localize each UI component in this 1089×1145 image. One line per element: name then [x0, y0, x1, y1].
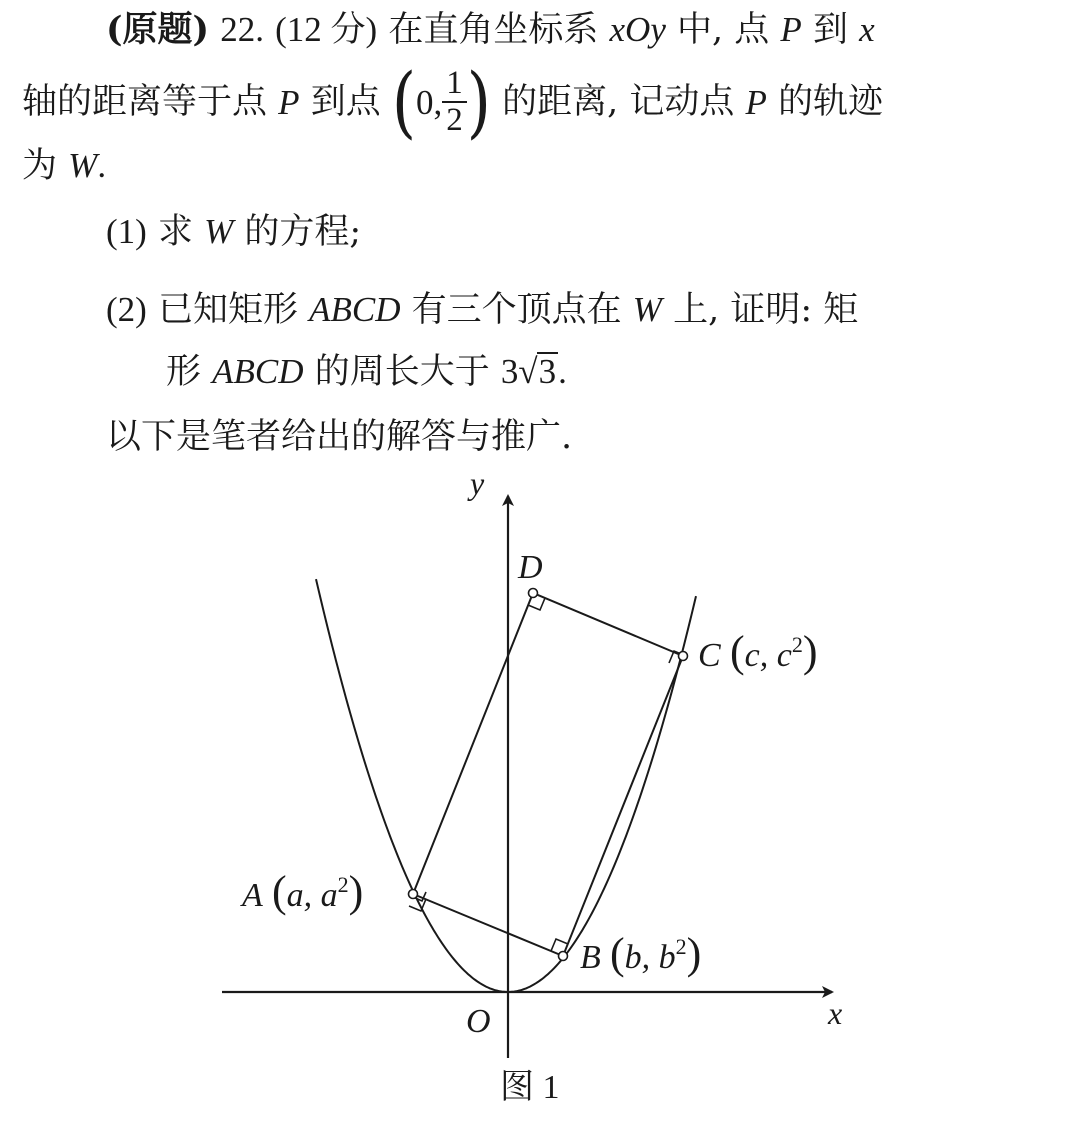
intro-line: 以下是笔者给出的解答与推广. [106, 417, 573, 457]
text-segment: 形 [166, 352, 202, 392]
problem-number: 22. [220, 10, 265, 49]
left-paren: ( [391, 55, 417, 147]
text-segment: 已知矩形 [157, 290, 298, 330]
sqrt-sign: √ [518, 352, 538, 391]
math-var: ABCD [309, 290, 401, 329]
text-segment: 为 [22, 146, 58, 186]
math-var: xOy [609, 10, 666, 49]
point-d [529, 589, 538, 598]
x-axis-label: x [828, 995, 843, 1031]
text-segment: 上, 证明: 矩 [673, 290, 859, 330]
label-b-coord: (b, $b^2$) [610, 929, 702, 978]
text-segment: 到点 [310, 81, 381, 122]
text-segment: 在直角坐标系 [388, 10, 599, 50]
text-segment: 的方程; [244, 212, 362, 252]
label-a: A [242, 877, 263, 914]
math-var: W [632, 290, 662, 329]
text-segment: 轴的距离等于点 [22, 81, 268, 122]
text-segment: 的轨迹 [778, 81, 884, 122]
problem-tag: (原题) [106, 9, 210, 50]
radicand: 3 [538, 352, 557, 391]
coefficient: 3 [500, 352, 519, 391]
text-segment: 的周长大于 [314, 352, 490, 392]
math-var: W [68, 146, 98, 185]
question-label: (2) [106, 290, 147, 329]
problem-points: (12 分) [275, 10, 378, 49]
parabola-curve [316, 579, 696, 992]
math-var: P [745, 82, 767, 122]
period: . [558, 352, 567, 391]
question-label: (1) [106, 212, 147, 251]
label-d: D [518, 549, 543, 586]
point-a [409, 890, 418, 899]
rectangle-abcd [413, 593, 683, 956]
point-b [559, 952, 568, 961]
text-segment: 中, 点 [677, 10, 770, 50]
label-c-coord: (c, $c^2$) [730, 627, 818, 676]
math-var: P [780, 10, 802, 49]
y-axis-label: y [470, 465, 485, 501]
fraction-numerator: 1 [442, 66, 467, 103]
text-segment: 有三个顶点在 [411, 290, 622, 330]
fraction-denominator: 2 [446, 102, 463, 138]
text-segment: 的距离, 记动点 [502, 81, 735, 122]
label-b: B [580, 939, 601, 976]
label-c: C [698, 637, 721, 674]
period: . [97, 146, 107, 185]
text-segment: 求 [157, 212, 193, 252]
origin-label: O [466, 1003, 491, 1040]
math-var: W [204, 212, 234, 251]
math-var: x [859, 10, 875, 49]
point-x: 0, [416, 82, 443, 122]
math-var: P [278, 82, 300, 122]
text-segment: 到 [812, 10, 848, 50]
figure-caption: 图 1 [500, 1069, 560, 1106]
point-c [679, 652, 688, 661]
right-paren: ) [466, 55, 491, 147]
math-var: ABCD [212, 352, 304, 391]
label-a-coord: (a, $a^2$) [272, 867, 364, 916]
